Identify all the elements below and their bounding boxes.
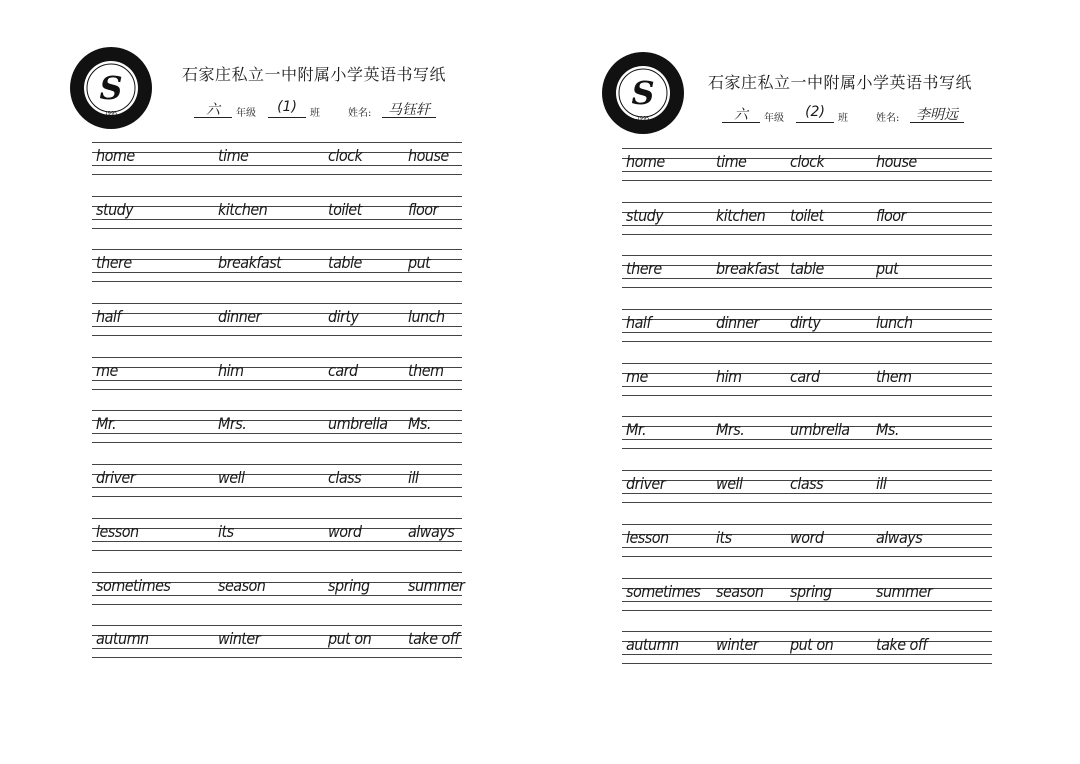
handwritten-word: Mr. xyxy=(626,420,646,440)
handwritten-word: house xyxy=(408,146,449,165)
writing-row xyxy=(622,524,992,578)
handwritten-word: always xyxy=(408,521,455,541)
name-value: 李明远 xyxy=(910,104,964,123)
svg-text:1995: 1995 xyxy=(636,116,650,122)
handwritten-word: ill xyxy=(876,474,887,494)
svg-text:S: S xyxy=(99,69,123,107)
handwritten-word: put xyxy=(408,253,431,273)
handwritten-word: clock xyxy=(328,146,363,165)
name-label: 姓名: xyxy=(348,108,372,119)
handwritten-word: home xyxy=(96,146,135,165)
writing-row xyxy=(92,410,462,464)
writing-row xyxy=(92,196,462,250)
ruled-line xyxy=(622,502,992,503)
handwritten-word: dinner xyxy=(716,313,759,333)
handwritten-word: put xyxy=(876,259,899,279)
handwritten-word: take off xyxy=(876,635,927,655)
ruled-line xyxy=(92,174,462,175)
writing-sheet-right xyxy=(590,0,1010,764)
handwritten-word: season xyxy=(218,575,266,595)
writing-row xyxy=(622,631,992,685)
ruled-line xyxy=(92,303,462,304)
handwritten-word: toilet xyxy=(790,205,824,225)
ruled-line xyxy=(622,578,992,579)
handwritten-word: card xyxy=(790,366,820,386)
handwritten-word: take off xyxy=(408,629,459,649)
handwritten-word: Mr. xyxy=(96,414,116,434)
writing-sheet-left xyxy=(60,0,480,764)
writing-lines xyxy=(622,148,992,685)
writing-row xyxy=(92,142,462,196)
handwritten-word: me xyxy=(626,366,648,386)
ruled-line xyxy=(622,416,992,417)
handwritten-word: word xyxy=(328,521,362,541)
handwritten-word: them xyxy=(408,360,444,380)
handwritten-word: home xyxy=(626,152,665,171)
writing-row xyxy=(92,625,462,679)
handwritten-word: toilet xyxy=(328,199,362,219)
handwritten-word: autumn xyxy=(96,629,149,649)
handwritten-word: them xyxy=(876,366,912,386)
handwritten-word: put on xyxy=(790,635,834,655)
writing-row xyxy=(622,309,992,363)
name-value: 马钰轩 xyxy=(382,99,436,118)
handwritten-word: Mrs. xyxy=(716,420,745,440)
ruled-line xyxy=(92,410,462,411)
ruled-line xyxy=(622,287,992,288)
handwritten-word: word xyxy=(790,527,824,547)
handwritten-word: spring xyxy=(328,575,370,595)
writing-row xyxy=(92,357,462,411)
ruled-line xyxy=(92,518,462,519)
handwritten-word: floor xyxy=(876,205,906,225)
ruled-line xyxy=(622,180,992,181)
ruled-line xyxy=(92,625,462,626)
writing-row xyxy=(622,470,992,524)
ruled-line xyxy=(92,142,462,143)
ruled-line xyxy=(622,610,992,611)
handwritten-word: umbrella xyxy=(328,414,388,434)
handwritten-word: driver xyxy=(626,474,666,494)
handwritten-word: lunch xyxy=(876,313,913,333)
handwritten-word: me xyxy=(96,360,118,380)
ruled-line xyxy=(622,255,992,256)
handwritten-word: half xyxy=(96,307,121,327)
grade-value: 六 xyxy=(722,104,760,123)
ruled-line xyxy=(622,234,992,235)
handwritten-word: put on xyxy=(328,629,372,649)
handwritten-word: half xyxy=(626,313,651,333)
school-logo xyxy=(68,45,154,131)
ruled-line xyxy=(622,341,992,342)
handwritten-word: him xyxy=(218,360,244,380)
ruled-line xyxy=(622,631,992,632)
handwritten-word: winter xyxy=(716,635,759,655)
class-label: 班 xyxy=(838,113,848,124)
handwritten-word: there xyxy=(626,259,662,279)
handwritten-word: lesson xyxy=(96,521,139,541)
handwritten-word: driver xyxy=(96,468,136,488)
student-info xyxy=(718,104,1018,126)
ruled-line xyxy=(92,550,462,551)
ruled-line xyxy=(622,663,992,664)
writing-row xyxy=(92,518,462,572)
ruled-line xyxy=(622,448,992,449)
ruled-line xyxy=(92,464,462,465)
handwritten-word: autumn xyxy=(626,635,679,655)
handwritten-word: time xyxy=(716,152,747,171)
ruled-line xyxy=(622,202,992,203)
sheet-title: 石家庄私立一中附属小学英语书写纸 xyxy=(182,65,447,84)
handwritten-word: winter xyxy=(218,629,261,649)
ruled-line xyxy=(622,148,992,149)
writing-row xyxy=(622,255,992,309)
sheet-title: 石家庄私立一中附属小学英语书写纸 xyxy=(708,73,973,92)
writing-row xyxy=(622,578,992,632)
ruled-line xyxy=(92,249,462,250)
handwritten-word: Ms. xyxy=(408,414,431,434)
ruled-line xyxy=(92,196,462,197)
ruled-line xyxy=(92,572,462,573)
handwritten-word: floor xyxy=(408,199,438,219)
name-label: 姓名: xyxy=(876,113,900,124)
handwritten-word: always xyxy=(876,527,923,547)
handwritten-word: well xyxy=(218,468,245,488)
handwritten-word: sometimes xyxy=(626,581,701,601)
writing-row xyxy=(92,303,462,357)
svg-text:1995: 1995 xyxy=(104,111,118,117)
writing-row xyxy=(622,363,992,417)
handwritten-word: dinner xyxy=(218,307,261,327)
handwritten-word: ill xyxy=(408,468,419,488)
handwritten-word: Ms. xyxy=(876,420,899,440)
handwritten-word: spring xyxy=(790,581,832,601)
handwritten-word: its xyxy=(218,521,234,541)
handwritten-word: breakfast xyxy=(218,253,282,273)
handwritten-word: house xyxy=(876,152,917,171)
handwritten-word: class xyxy=(328,468,362,488)
handwritten-word: kitchen xyxy=(218,199,268,219)
ruled-line xyxy=(92,228,462,229)
handwritten-word: kitchen xyxy=(716,205,766,225)
ruled-line xyxy=(92,335,462,336)
grade-value: 六 xyxy=(194,99,232,118)
writing-row xyxy=(622,202,992,256)
writing-row xyxy=(92,249,462,303)
handwritten-word: time xyxy=(218,146,249,165)
handwritten-word: card xyxy=(328,360,358,380)
grade-label: 年级 xyxy=(764,113,784,124)
handwritten-word: summer xyxy=(408,575,465,595)
handwritten-word: sometimes xyxy=(96,575,171,595)
handwritten-word: lunch xyxy=(408,307,445,327)
handwritten-word: clock xyxy=(790,152,825,171)
writing-lines xyxy=(92,142,465,679)
handwritten-word: umbrella xyxy=(790,420,850,440)
writing-row xyxy=(92,464,462,518)
grade-label: 年级 xyxy=(236,108,256,119)
ruled-line xyxy=(92,657,462,658)
handwritten-word: season xyxy=(716,581,764,601)
handwritten-word: study xyxy=(626,205,664,225)
ruled-line xyxy=(92,604,462,605)
handwritten-word: there xyxy=(96,253,132,273)
writing-row xyxy=(92,572,465,626)
class-value: (1) xyxy=(268,99,306,118)
ruled-line xyxy=(92,357,462,358)
ruled-line xyxy=(622,524,992,525)
handwritten-word: Mrs. xyxy=(218,414,247,434)
handwritten-word: breakfast xyxy=(716,259,780,279)
handwritten-word: summer xyxy=(876,581,933,601)
handwritten-word: dirty xyxy=(328,307,359,327)
ruled-line xyxy=(622,470,992,471)
ruled-line xyxy=(622,309,992,310)
class-value: (2) xyxy=(796,104,834,123)
ruled-line xyxy=(622,395,992,396)
class-label: 班 xyxy=(310,108,320,119)
handwritten-word: table xyxy=(790,259,824,279)
svg-text:S: S xyxy=(631,74,655,112)
handwritten-word: study xyxy=(96,199,134,219)
handwritten-word: him xyxy=(716,366,742,386)
ruled-line xyxy=(92,389,462,390)
ruled-line xyxy=(622,556,992,557)
student-info xyxy=(190,99,490,121)
handwritten-word: dirty xyxy=(790,313,821,333)
handwritten-word: lesson xyxy=(626,527,669,547)
school-logo xyxy=(600,50,686,136)
ruled-line xyxy=(622,363,992,364)
handwritten-word: class xyxy=(790,474,824,494)
writing-row xyxy=(622,148,992,202)
ruled-line xyxy=(92,281,462,282)
ruled-line xyxy=(92,442,462,443)
handwritten-word: table xyxy=(328,253,362,273)
handwritten-word: well xyxy=(716,474,743,494)
writing-row xyxy=(622,416,992,470)
ruled-line xyxy=(92,496,462,497)
handwritten-word: its xyxy=(716,527,732,547)
